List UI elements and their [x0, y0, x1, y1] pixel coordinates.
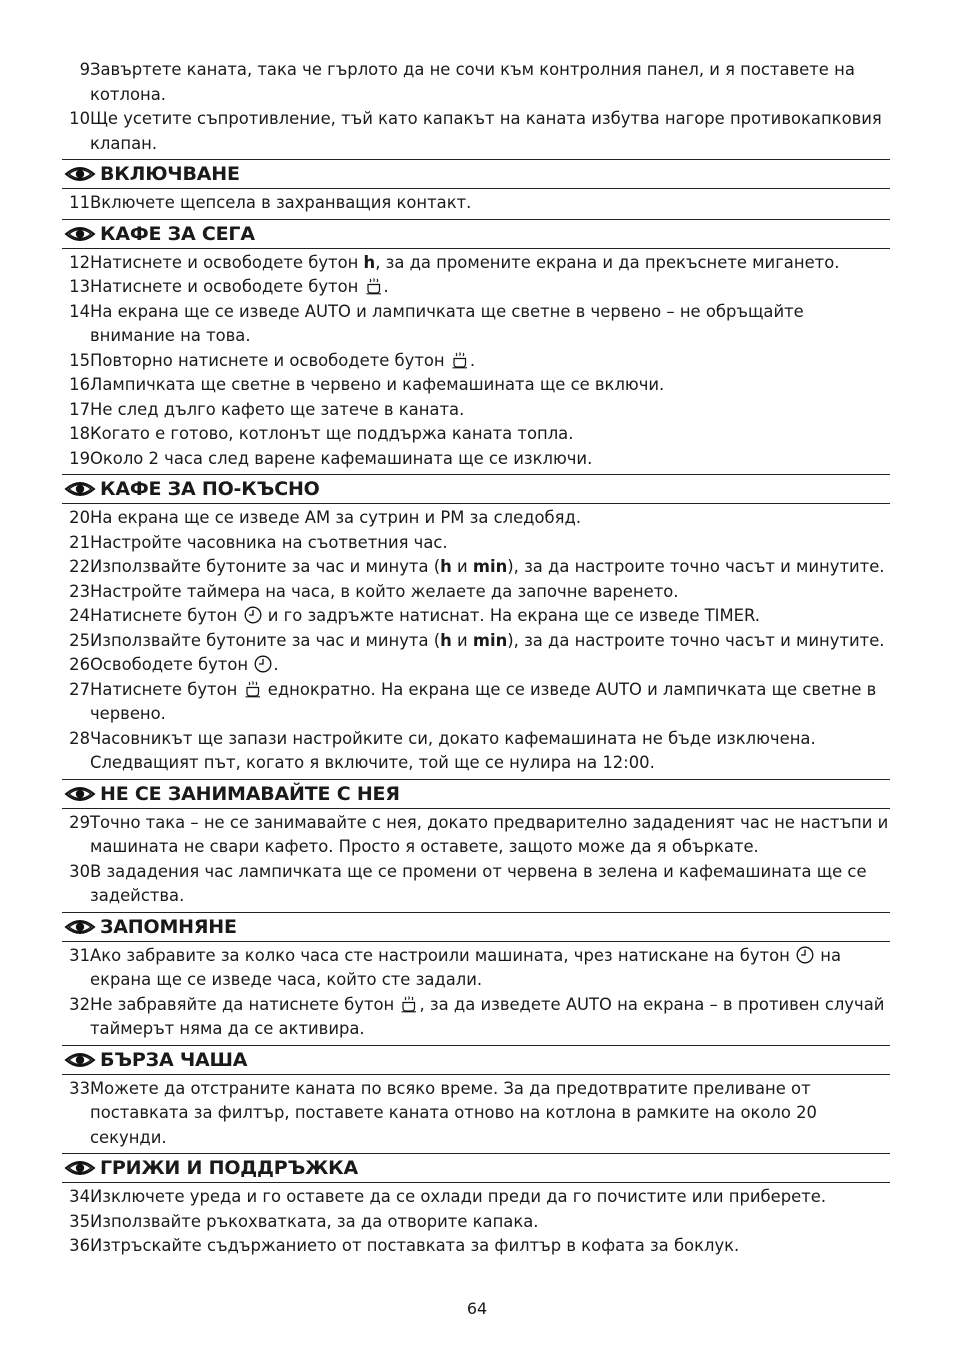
- item-text: Освободете бутон .: [90, 655, 279, 674]
- item-text: Не забравяйте да натиснете бутон , за да изведете AUTO на екрана – в противен случай таймерът няма да се активира.: [90, 994, 885, 1038]
- eye-icon: [64, 1050, 96, 1070]
- item-number: 34: [69, 1187, 90, 1206]
- item-number: 21: [69, 532, 90, 552]
- item-number: 36: [69, 1236, 90, 1255]
- item-text: Часовникът ще запази настройките си, докато кафемашината не бъде изключена. Следващият път, когато я включите, той ще се нулира на 12:00.: [90, 728, 816, 772]
- item-text: Използвайте ръкохватката, за да отворите капака.: [90, 1211, 539, 1231]
- item-number: 9: [79, 60, 90, 79]
- clock-icon: [254, 655, 272, 673]
- list-item: [62, 447, 890, 472]
- section-heading: [62, 1153, 890, 1183]
- item-number: 11: [69, 193, 90, 212]
- item-number: 33: [69, 1078, 90, 1098]
- list-item: [62, 58, 890, 107]
- list-item: [62, 1185, 890, 1210]
- item-text: Когато е готово, котлонът ще поддържа каната топла.: [90, 424, 574, 443]
- section-heading: [62, 219, 890, 249]
- section-title: НЕ СЕ ЗАНИМАВАЙТЕ С НЕЯ: [100, 782, 400, 805]
- item-number: 26: [69, 655, 90, 674]
- list-item: [62, 944, 890, 993]
- list-item: [62, 678, 890, 727]
- section-heading: [62, 159, 890, 189]
- item-number: 22: [69, 557, 90, 576]
- list-item: [62, 1077, 890, 1151]
- section-heading: [62, 779, 890, 809]
- item-number: 13: [69, 277, 90, 296]
- section-heading: [62, 912, 890, 942]
- section-title: ВКЛЮЧВАНЕ: [100, 163, 240, 185]
- button-key-label: h: [363, 252, 376, 272]
- item-number: 35: [69, 1211, 90, 1231]
- item-number: 16: [69, 375, 90, 394]
- button-key-label: h: [440, 630, 452, 650]
- list-item: [62, 727, 890, 776]
- item-number: 15: [69, 350, 90, 370]
- button-key-label: h: [440, 557, 452, 576]
- item-text: Ако забравите за колко часа сте настроили машината, чрез натискане на бутон на екрана ще се изведе часа, който сте задали.: [90, 945, 842, 989]
- list-item: [62, 300, 890, 349]
- section-title: ГРИЖИ И ПОДДРЪЖКА: [100, 1157, 358, 1179]
- eye-icon: [64, 1158, 96, 1178]
- item-text: Настройте часовника на съответния час.: [90, 532, 448, 552]
- item-number: 14: [69, 301, 90, 321]
- list-item: [62, 860, 890, 909]
- item-text: На екрана ще се изведе AUTO и лампичката ще светне в червено – не обръщайте внимание на това.: [90, 301, 804, 345]
- item-number: 28: [69, 728, 90, 748]
- item-text: Натиснете и освободете бутон .: [90, 277, 389, 296]
- item-text: Натиснете бутон и го задръжте натиснат. На екрана ще се изведе TIMER.: [90, 606, 760, 625]
- item-number: 12: [69, 252, 90, 272]
- item-text: В зададения час лампичката ще се промени от червена в зелена и кафемашината ще се задейства.: [90, 861, 867, 905]
- list-item: [62, 107, 890, 156]
- section-title: КАФЕ ЗА СЕГА: [100, 222, 255, 245]
- list-item: [62, 653, 890, 678]
- item-text: Използвайте бутоните за час и минута (h и min), за да настроите точно часът и минутите.: [90, 557, 885, 576]
- list-item: [62, 422, 890, 447]
- item-text: Около 2 часа след варене кафемашината ще се изключи.: [90, 448, 593, 468]
- item-number: 30: [69, 861, 90, 881]
- item-text: Натиснете бутон еднократно. На екрана ще се изведе AUTO и лампичката ще светне в червено.: [90, 679, 877, 723]
- item-number: 24: [69, 606, 90, 625]
- manual-page: [62, 58, 890, 1259]
- item-number: 17: [69, 399, 90, 419]
- list-item: [62, 349, 890, 374]
- item-text: Можете да отстраните каната по всяко време. За да предотвратите преливане от поставката за филтър, поставете каната отново на котлона в рамките на около 20 секунди.: [90, 1078, 817, 1147]
- button-key-label: min: [472, 630, 508, 650]
- item-number: 18: [69, 424, 90, 443]
- section-title: ЗАПОМНЯНЕ: [100, 915, 237, 938]
- list-item: [62, 1234, 890, 1259]
- item-text: Не след дълго кафето ще затече в каната.: [90, 399, 465, 419]
- list-item: [62, 531, 890, 556]
- eye-icon: [64, 224, 96, 244]
- eye-icon: [64, 479, 96, 499]
- button-key-label: min: [472, 557, 508, 576]
- item-text: Точно така – не се занимавайте с нея, докато предварително зададеният час не настъпи и машината не свари кафето. Просто я оставете, защото може да я объркате.: [90, 812, 889, 856]
- item-number: 29: [69, 812, 90, 832]
- item-text: Изтръскайте съдържанието от поставката за филтър в кофата за боклук.: [90, 1236, 740, 1255]
- clock-icon: [796, 946, 814, 964]
- item-number: 19: [69, 448, 90, 468]
- item-text: Натиснете и освободете бутон h, за да промените екрана и да прекъснете мигането.: [90, 252, 840, 272]
- item-number: 32: [69, 994, 90, 1014]
- coffee-cup-icon: [365, 277, 383, 295]
- item-text: Включете щепсела в захранващия контакт.: [90, 193, 472, 212]
- list-item: [62, 251, 890, 276]
- list-item: [62, 993, 890, 1042]
- list-item: [62, 398, 890, 423]
- section-title: БЪРЗА ЧАША: [100, 1048, 248, 1071]
- list-item: [62, 275, 890, 300]
- list-item: [62, 191, 890, 216]
- item-text: Използвайте бутоните за час и минута (h и min), за да настроите точно часът и минутите.: [90, 630, 885, 650]
- list-item: [62, 1210, 890, 1235]
- item-number: 10: [69, 109, 90, 128]
- item-number: 20: [69, 508, 90, 527]
- clock-icon: [244, 606, 262, 624]
- item-number: 27: [69, 679, 90, 699]
- coffee-cup-icon: [244, 680, 262, 698]
- list-item: [62, 580, 890, 605]
- item-number: 23: [69, 581, 90, 601]
- list-item: [62, 811, 890, 860]
- eye-icon: [64, 164, 96, 184]
- item-text: Изключете уреда и го оставете да се охлади преди да го почистите или приберете.: [90, 1187, 827, 1206]
- section-title: КАФЕ ЗА ПО-КЪСНО: [100, 478, 320, 500]
- item-text: На екрана ще се изведе AM за сутрин и PM за следобяд.: [90, 508, 582, 527]
- list-item: [62, 555, 890, 580]
- list-item: [62, 506, 890, 531]
- item-text: Ще усетите съпротивление, тъй като капакът на каната избутва нагоре противокапковия клапан.: [90, 109, 882, 153]
- coffee-cup-icon: [451, 351, 469, 369]
- item-text: Завъртете каната, така че гърлото да не сочи към контролния панел, и я поставете на котлона.: [90, 60, 855, 104]
- eye-icon: [64, 917, 96, 937]
- coffee-cup-icon: [400, 995, 418, 1013]
- page-number: 64: [466, 1299, 488, 1318]
- list-item: [62, 373, 890, 398]
- list-item: [62, 604, 890, 629]
- section-heading: [62, 474, 890, 504]
- eye-icon: [64, 784, 96, 804]
- list-item: [62, 629, 890, 654]
- item-text: Лампичката ще светне в червено и кафемашината ще се включи.: [90, 375, 665, 394]
- section-heading: [62, 1045, 890, 1075]
- item-text: Настройте таймера на часа, в който желаете да започне варенето.: [90, 581, 679, 601]
- item-number: 31: [69, 945, 90, 965]
- item-text: Повторно натиснете и освободете бутон .: [90, 350, 476, 370]
- item-number: 25: [69, 630, 90, 650]
